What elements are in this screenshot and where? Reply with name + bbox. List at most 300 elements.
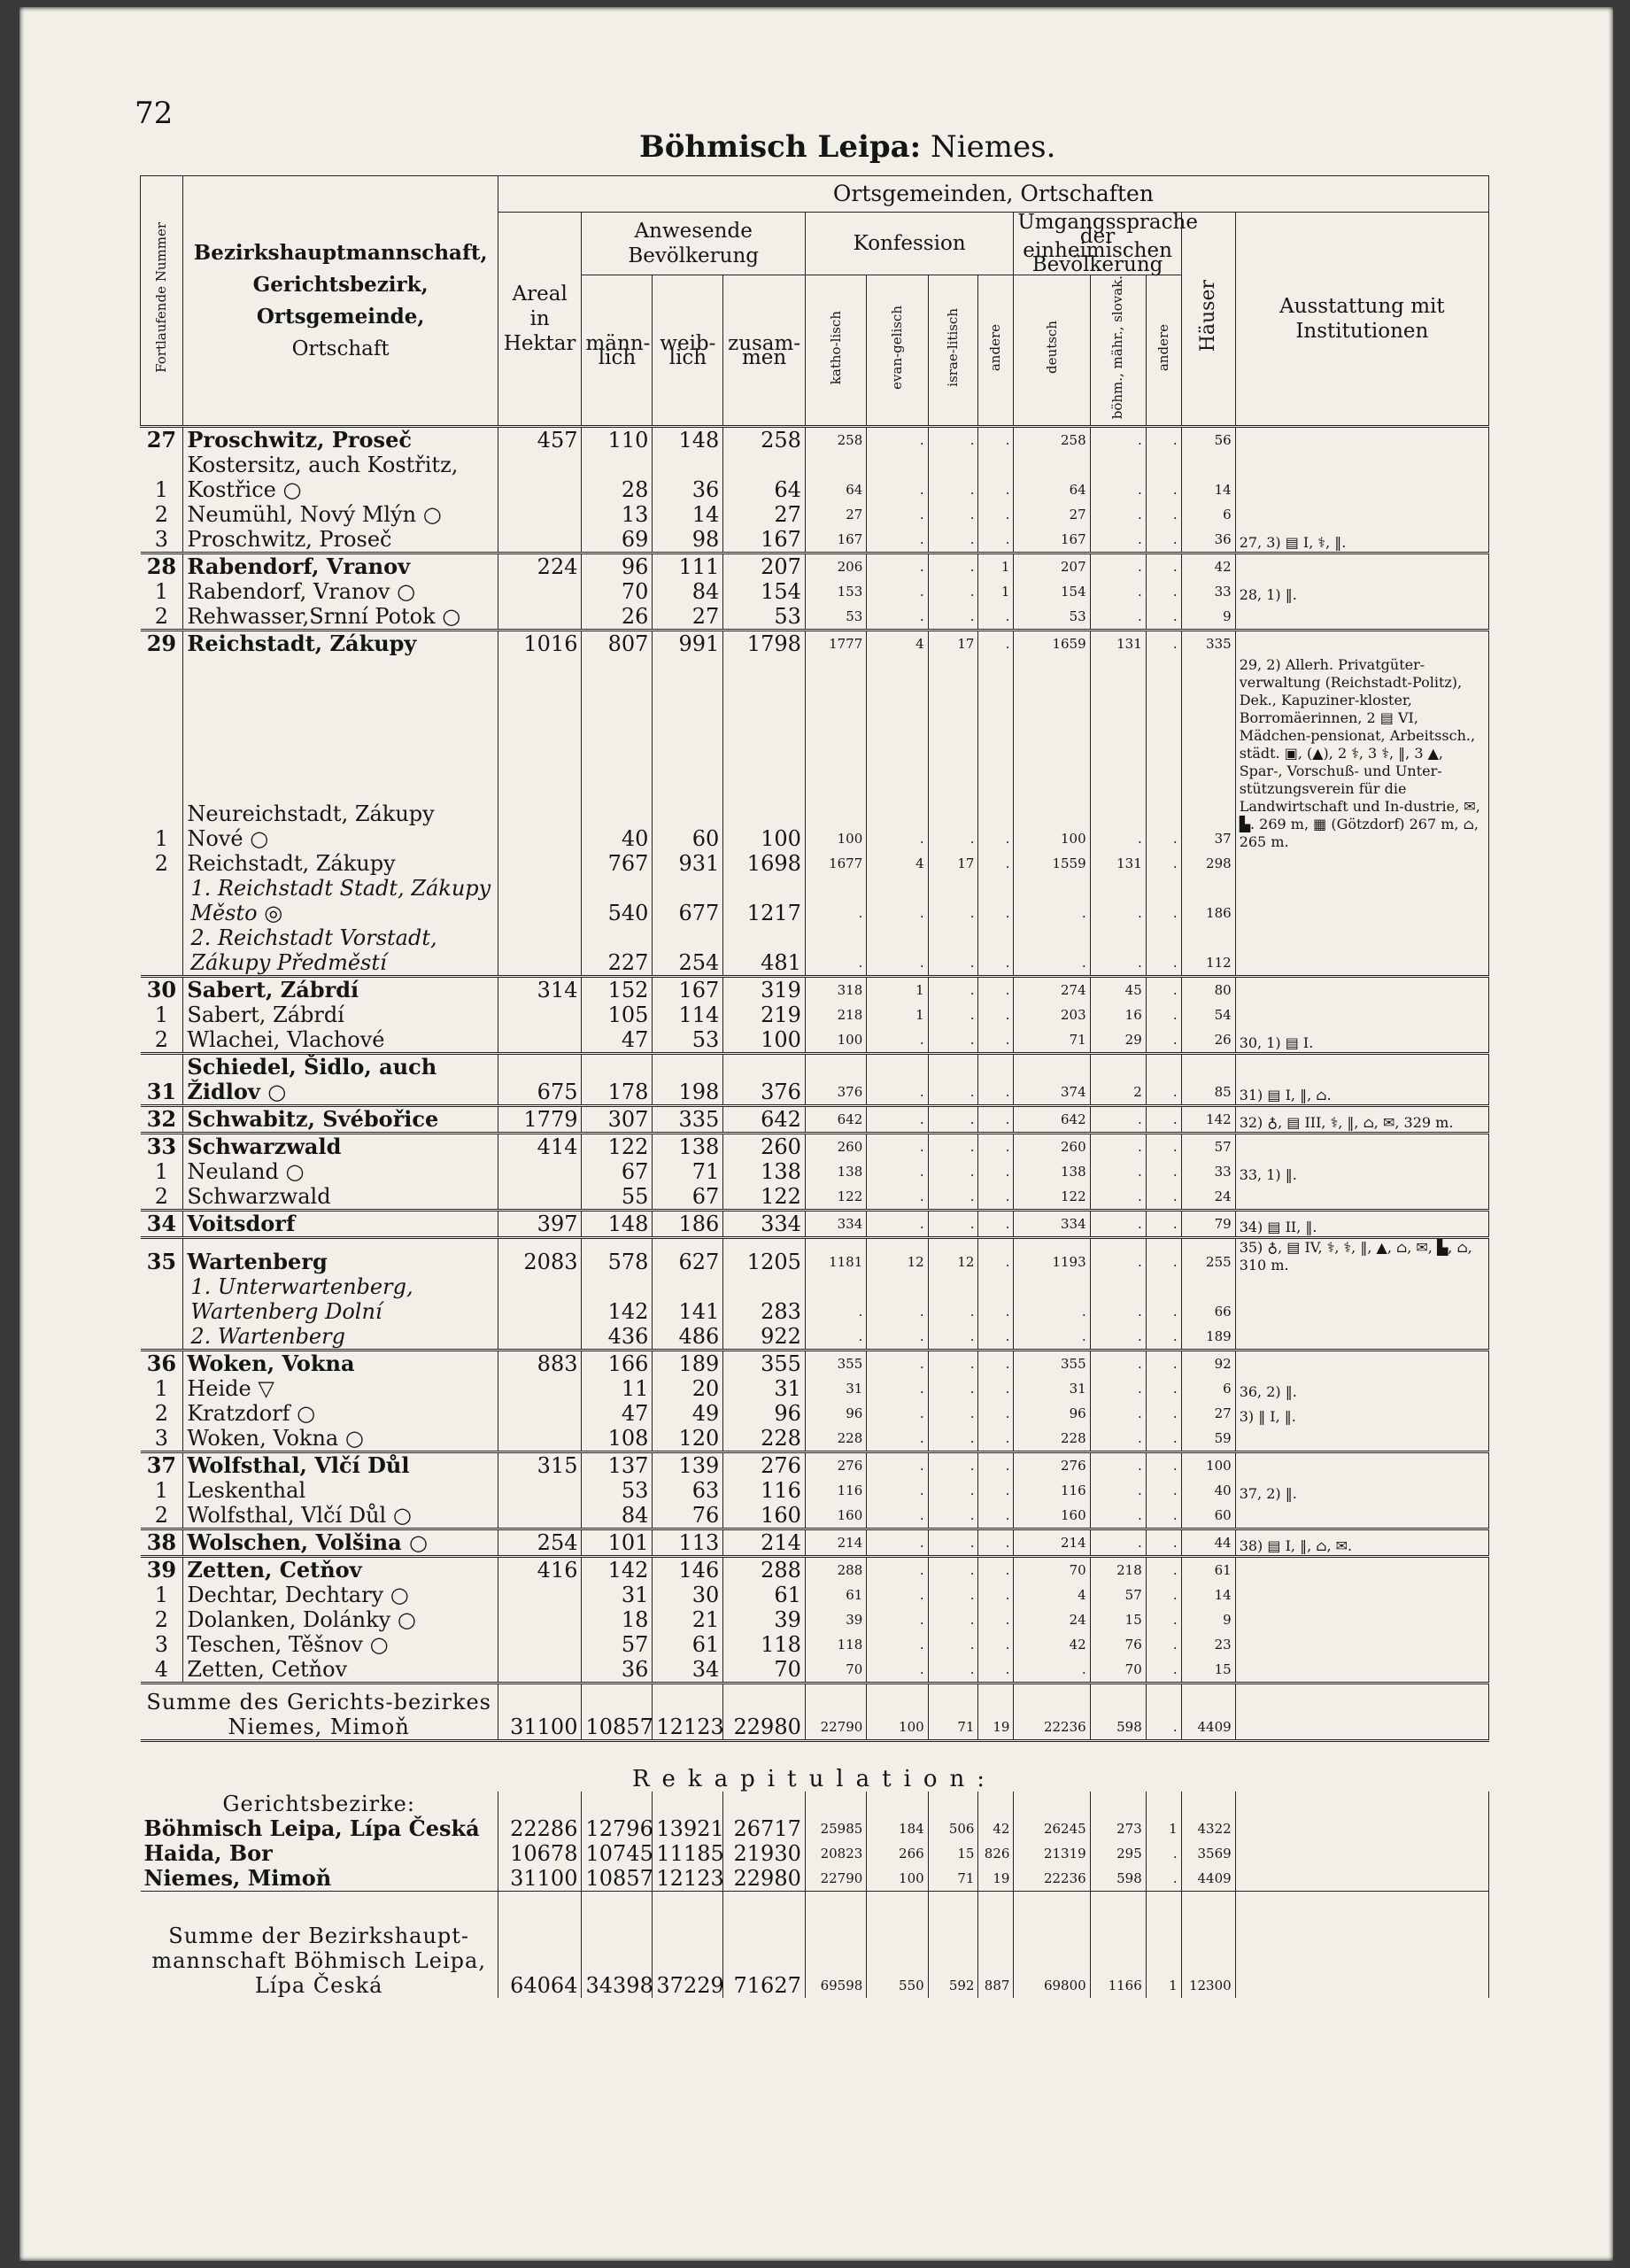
cell-de: 1559 [1014,851,1090,876]
cell-z: 260 [723,1134,806,1160]
institutions [1235,1583,1488,1607]
row-number: 2 [141,851,183,876]
institutions [1235,1452,1488,1479]
cell-m: 67 [582,1159,653,1184]
cell-m: 18 [582,1607,653,1632]
cell-bo: . [1090,1238,1146,1275]
locality-row [141,502,1489,527]
cell-an2: . [1146,1238,1181,1275]
cell-h: 66 [1181,1274,1235,1324]
cell-areal [498,579,582,604]
cell-ev: . [867,1452,928,1479]
cell-m: 55 [582,1184,653,1211]
cell-is: . [928,1134,978,1160]
cell-z: 21930 [723,1841,806,1866]
cell-ev: . [867,1054,928,1106]
institutions [1235,604,1488,631]
cell-an2: . [1146,427,1181,453]
cell-kath: 39 [805,1607,866,1632]
cell-ev: . [867,1401,928,1426]
institutions [1235,1274,1488,1324]
cell-ev: . [867,1583,928,1607]
cell-ev: . [867,1529,928,1557]
cell-kath: 25985 [805,1816,866,1841]
place-name: 2. Reichstadt Vorstadt, Zákupy Předměstí [183,925,498,977]
cell-h: 189 [1181,1324,1235,1351]
cell-an2: . [1146,1632,1181,1657]
cell-is: . [928,527,978,553]
cell-kath: 355 [805,1351,866,1377]
cell-areal [498,876,582,925]
cell-de: 69800 [1014,1892,1090,1999]
cell-w: 84 [653,579,723,604]
cell-z: 71627 [723,1892,806,1999]
cell-is: . [928,1351,978,1377]
place-name: Wartenberg [183,1238,498,1275]
cell-h: 57 [1181,1134,1235,1160]
cell-bo: . [1090,1376,1146,1401]
table-body [141,427,1489,1999]
cell-h: 14 [1181,453,1235,502]
institutions [1235,1892,1488,1999]
cell-bo: 57 [1090,1583,1146,1607]
cell-bo: 70 [1090,1657,1146,1684]
institutions: 30, 1) ▤ I. [1235,1027,1488,1054]
cell-w: 198 [653,1054,723,1106]
cell-areal: 315 [498,1452,582,1479]
cell-bo: . [1090,1452,1146,1479]
cell-is: . [928,453,978,502]
cell-an: . [978,1657,1014,1684]
institutions [1235,851,1488,876]
header-ausst: Ausstattung mit Institutionen [1235,213,1488,427]
cell-z: 96 [723,1401,806,1426]
place-name: Schiedel, Šidlo, auch Židlov ○ [183,1054,498,1106]
cell-m: 10857 [582,1684,653,1741]
place-name: Böhmisch Leipa, Lípa Česká [141,1816,498,1841]
institutions: 38) ▤ I, ‖, ⌂, ✉. [1235,1529,1488,1557]
row-number [141,876,183,925]
cell-an: . [978,1426,1014,1452]
header-zus: zusam-men [723,275,806,427]
cell-w: 113 [653,1529,723,1557]
cell-de: 26245 [1014,1816,1090,1841]
cell-z: 1698 [723,851,806,876]
cell-z: 31 [723,1376,806,1401]
cell-h: 112 [1181,925,1235,977]
place-name: Schwarzwald [183,1184,498,1211]
header-andere2: andere [1146,275,1181,427]
cell-h: 298 [1181,851,1235,876]
cell-is: . [928,977,978,1003]
row-number: 33 [141,1134,183,1160]
cell-an: . [978,876,1014,925]
cell-z: 100 [723,656,806,851]
header-name: Bezirkshauptmannschaft, Gerichtsbezirk, Ortsgemeinde, Ortschaft [183,176,498,427]
cell-z: 160 [723,1503,806,1529]
cell-an: . [978,1134,1014,1160]
cell-h: 40 [1181,1478,1235,1503]
recap-label-row [141,1792,1489,1816]
cell-is: . [928,1607,978,1632]
cell-w: 167 [653,977,723,1003]
cell-bo: . [1090,1134,1146,1160]
cell-an: . [978,1238,1014,1275]
place-name: Teschen, Těšnov ○ [183,1632,498,1657]
row-number: 2 [141,604,183,631]
cell-bo: . [1090,1426,1146,1452]
cell-kath: 218 [805,1002,866,1027]
cell-is: . [928,1529,978,1557]
cell-an2: . [1146,925,1181,977]
row-number: 30 [141,977,183,1003]
cell-bo: 2 [1090,1054,1146,1106]
cell-m: 227 [582,925,653,977]
place-name: Schwarzwald [183,1134,498,1160]
cell-de: . [1014,925,1090,977]
cell-z: 288 [723,1557,806,1583]
cell-areal [498,1274,582,1324]
cell-kath: . [805,1324,866,1351]
cell-z: 214 [723,1529,806,1557]
cell-h: 36 [1181,527,1235,553]
cell-de: 203 [1014,1002,1090,1027]
cell-an2: . [1146,1841,1181,1866]
place-name: Haida, Bor [141,1841,498,1866]
cell-areal: 10678 [498,1841,582,1866]
header-kath: katho-lisch [805,275,866,427]
row-number: 2 [141,1503,183,1529]
cell-an2: . [1146,1274,1181,1324]
cell-de: 154 [1014,579,1090,604]
cell-an: . [978,1503,1014,1529]
cell-bo: 16 [1090,1002,1146,1027]
row-number: 1 [141,1583,183,1607]
cell-h: 4322 [1181,1816,1235,1841]
cell-bo: . [1090,553,1146,580]
cell-z: 138 [723,1159,806,1184]
cell-an2: . [1146,1401,1181,1426]
cell-z: 26717 [723,1816,806,1841]
cell-ev: 184 [867,1816,928,1841]
row-number: 39 [141,1557,183,1583]
cell-de: 214 [1014,1529,1090,1557]
cell-kath: 31 [805,1376,866,1401]
institutions: 35) ♁, ▤ IV, ⚕, ⚕, ‖, ▲, ⌂, ✉, ▙, ⌂, 310 m. [1235,1238,1488,1275]
summary-row [141,1684,1489,1741]
institutions [1235,1657,1488,1684]
cell-an: 1 [978,579,1014,604]
place-name: Rabendorf, Vranov [183,553,498,580]
cell-areal [498,1401,582,1426]
cell-is: . [928,925,978,977]
cell-w: 138 [653,1134,723,1160]
cell-kath: 96 [805,1401,866,1426]
cell-de: 31 [1014,1376,1090,1401]
page-number: 72 [135,96,174,131]
locality-row [141,925,1489,977]
cell-an2: . [1146,527,1181,553]
place-name: Wolfsthal, Vlčí Důl ○ [183,1503,498,1529]
row-number: 28 [141,553,183,580]
locality-row [141,1583,1489,1607]
cell-m: 148 [582,1211,653,1238]
cell-is: . [928,604,978,631]
cell-an2: . [1146,553,1181,580]
cell-an2: . [1146,1452,1181,1479]
cell-is: . [928,1632,978,1657]
cell-bo: . [1090,1351,1146,1377]
cell-kath: 276 [805,1452,866,1479]
cell-an2: . [1146,851,1181,876]
cell-an: . [978,1159,1014,1184]
locality-row [141,579,1489,604]
cell-kath: 260 [805,1134,866,1160]
cell-an2: . [1146,876,1181,925]
cell-w: 335 [653,1106,723,1134]
cell-m: 10745 [582,1841,653,1866]
cell-areal: 457 [498,427,582,453]
cell-m: 12796 [582,1816,653,1841]
cell-w: 21 [653,1607,723,1632]
cell-kath: 20823 [805,1841,866,1866]
row-number: 36 [141,1351,183,1377]
cell-de: 160 [1014,1503,1090,1529]
cell-h: 23 [1181,1632,1235,1657]
cell-z: 481 [723,925,806,977]
cell-is: . [928,1426,978,1452]
place-name: Neureichstadt, Zákupy Nové ○ [183,656,498,851]
cell-an: . [978,453,1014,502]
cell-kath: 206 [805,553,866,580]
cell-w: 37229 [653,1892,723,1999]
cell-ev: . [867,1426,928,1452]
cell-z: 122 [723,1184,806,1211]
row-number: 1 [141,453,183,502]
cell-kath: 53 [805,604,866,631]
cell-z: 22980 [723,1866,806,1892]
cell-ev: . [867,1376,928,1401]
institutions [1235,631,1488,657]
page-title [639,129,1055,165]
cell-is: . [928,1106,978,1134]
cell-areal [498,1657,582,1684]
cell-w: 98 [653,527,723,553]
cell-de: 21319 [1014,1841,1090,1866]
cell-an: . [978,604,1014,631]
cell-an: . [978,427,1014,453]
institutions [1235,1134,1488,1160]
cell-an: . [978,1027,1014,1054]
cell-an2: . [1146,1134,1181,1160]
cell-is: 12 [928,1238,978,1275]
cell-is: . [928,1274,978,1324]
cell-bo: . [1090,876,1146,925]
cell-z: 355 [723,1351,806,1377]
cell-an: . [978,1583,1014,1607]
row-number: 4 [141,1657,183,1684]
cell-an: . [978,1274,1014,1324]
cell-w: 14 [653,502,723,527]
cell-an2: . [1146,579,1181,604]
cell-m: 152 [582,977,653,1003]
place-name: Rabendorf, Vranov ○ [183,579,498,604]
cell-bo: . [1090,527,1146,553]
cell-h: 59 [1181,1426,1235,1452]
cell-w: 11185 [653,1841,723,1866]
cell-bo: . [1090,1184,1146,1211]
cell-kath: 61 [805,1583,866,1607]
municipality-row [141,1557,1489,1583]
institutions [1235,1426,1488,1452]
cell-ev: . [867,925,928,977]
cell-w: 139 [653,1452,723,1479]
cell-kath: 64 [805,453,866,502]
cell-is: . [928,1478,978,1503]
cell-areal [498,1632,582,1657]
cell-is: . [928,427,978,453]
municipality-row [141,1452,1489,1479]
cell-an: . [978,925,1014,977]
cell-is: 71 [928,1684,978,1741]
cell-h: 27 [1181,1401,1235,1426]
institutions: 37, 2) ‖. [1235,1478,1488,1503]
cell-h: 335 [1181,631,1235,657]
cell-w: 141 [653,1274,723,1324]
place-name: Kostersitz, auch Kostřitz, Kostřice ○ [183,453,498,502]
cell-m: 767 [582,851,653,876]
cell-bo: . [1090,1159,1146,1184]
cell-an: . [978,1054,1014,1106]
row-number: 38 [141,1529,183,1557]
cell-kath: 100 [805,1027,866,1054]
cell-w: 114 [653,1002,723,1027]
cell-an: . [978,1324,1014,1351]
cell-h: 6 [1181,502,1235,527]
municipality-row [141,1134,1489,1160]
cell-m: 31 [582,1583,653,1607]
institutions [1235,1184,1488,1211]
cell-w: 627 [653,1238,723,1275]
cell-ev: 550 [867,1892,928,1999]
cell-is: . [928,579,978,604]
cell-z: 100 [723,1027,806,1054]
cell-is: . [928,502,978,527]
municipality-row [141,1106,1489,1134]
place-name: 2. Wartenberg [183,1324,498,1351]
cell-w: 146 [653,1557,723,1583]
institutions [1235,925,1488,977]
recap-title: Rekapitulation: [141,1741,1489,1792]
cell-de: 260 [1014,1134,1090,1160]
cell-an2: . [1146,1351,1181,1377]
cell-de: 27 [1014,502,1090,527]
cell-m: 34398 [582,1892,653,1999]
cell-z: 118 [723,1632,806,1657]
place-name: Rehwasser,Srnní Potok ○ [183,604,498,631]
cell-de: 228 [1014,1426,1090,1452]
cell-w: 20 [653,1376,723,1401]
cell-w: 12123 [653,1684,723,1741]
institutions [1235,553,1488,580]
cell-an: 1 [978,553,1014,580]
cell-de: 22236 [1014,1866,1090,1892]
place-name: Zetten, Cetňov [183,1557,498,1583]
cell-bo: . [1090,1503,1146,1529]
place-name: Woken, Vokna [183,1351,498,1377]
locality-row [141,656,1489,851]
row-number: 37 [141,1452,183,1479]
locality-row [141,1401,1489,1426]
cell-an: 887 [978,1892,1014,1999]
cell-areal: 22286 [498,1816,582,1841]
cell-areal [498,453,582,502]
row-number: 34 [141,1211,183,1238]
cell-de: 355 [1014,1351,1090,1377]
place-name: Wlachei, Vlachové [183,1027,498,1054]
cell-w: 931 [653,851,723,876]
cell-kath: 642 [805,1106,866,1134]
cell-is: . [928,1657,978,1684]
cell-bo: 598 [1090,1684,1146,1741]
cell-de: 1193 [1014,1238,1090,1275]
cell-kath: 22790 [805,1866,866,1892]
cell-ev: . [867,1159,928,1184]
cell-h: 54 [1181,1002,1235,1027]
cell-w: 60 [653,656,723,851]
cell-de: . [1014,876,1090,925]
row-number: 35 [141,1238,183,1275]
cell-ev: . [867,453,928,502]
institutions [1235,502,1488,527]
row-number: 1 [141,656,183,851]
cell-z: 22980 [723,1684,806,1741]
cell-w: 186 [653,1211,723,1238]
cell-is: 506 [928,1816,978,1841]
cell-ev: . [867,1657,928,1684]
cell-an2: . [1146,1684,1181,1741]
cell-m: 807 [582,631,653,657]
cell-ev: 266 [867,1841,928,1866]
cell-z: 319 [723,977,806,1003]
cell-m: 57 [582,1632,653,1657]
cell-areal [498,925,582,977]
cell-areal [498,1324,582,1351]
cell-areal [498,1583,582,1607]
locality-row [141,876,1489,925]
place-name: Wolschen, Volšina ○ [183,1529,498,1557]
cell-w: 71 [653,1159,723,1184]
cell-an2: . [1146,1324,1181,1351]
institutions [1235,1632,1488,1657]
cell-de: . [1014,1657,1090,1684]
cell-h: 142 [1181,1106,1235,1134]
cell-an: 19 [978,1684,1014,1741]
cell-ev: . [867,1607,928,1632]
cell-an: . [978,1376,1014,1401]
locality-row [141,1002,1489,1027]
cell-areal: 1016 [498,631,582,657]
cell-h: 24 [1181,1184,1235,1211]
cell-ev: 100 [867,1866,928,1892]
header-sprache: Umgangssprache der einheimischen Bevölkerung [1014,213,1181,275]
cell-areal: 64064 [498,1892,582,1999]
institutions [1235,1607,1488,1632]
row-number: 2 [141,502,183,527]
cell-w: 30 [653,1583,723,1607]
cell-z: 154 [723,579,806,604]
cell-kath: 22790 [805,1684,866,1741]
